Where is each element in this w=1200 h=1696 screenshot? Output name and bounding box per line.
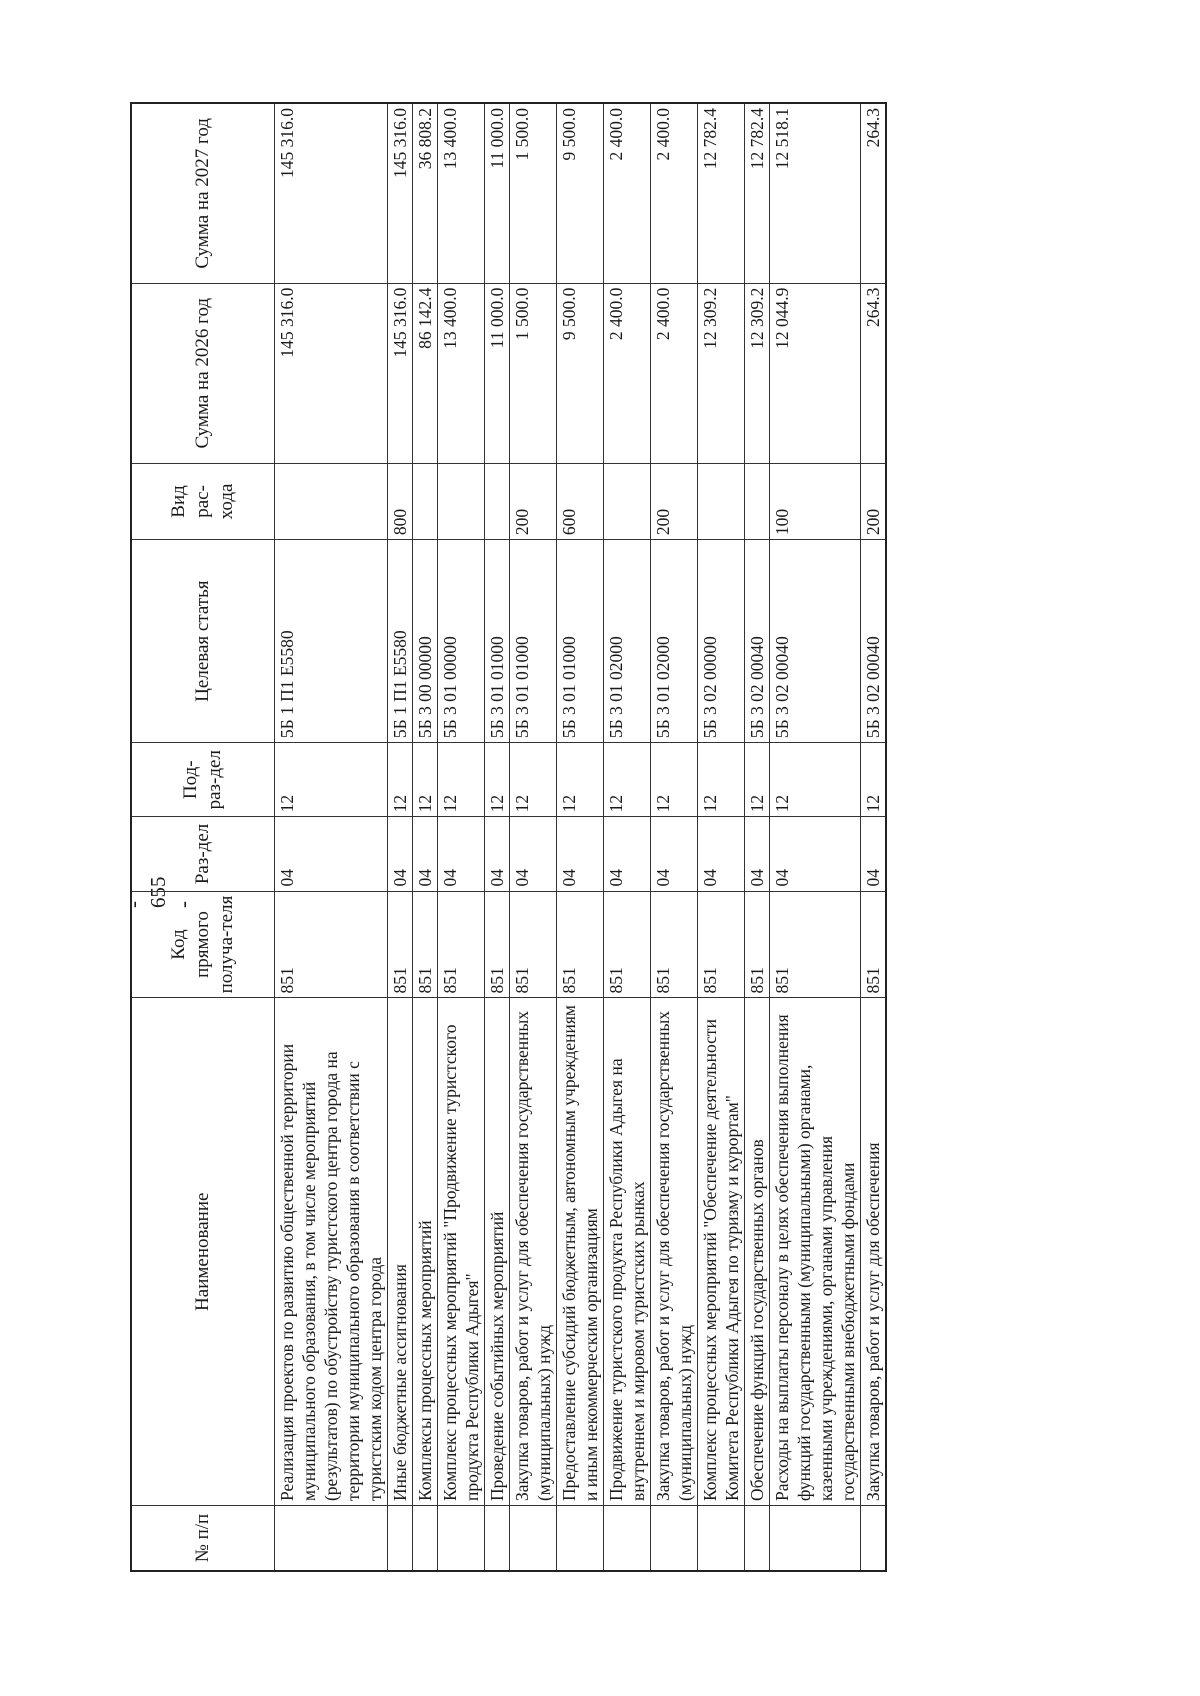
cell-exp-type: [485, 463, 510, 539]
cell-section: 04: [485, 817, 510, 891]
table-body: [275, 103, 887, 1571]
header-target: Целевая статья: [131, 540, 275, 743]
cell-num: [485, 1506, 510, 1571]
cell-section: 04: [745, 817, 770, 891]
cell-target: 5Б 3 01 01000: [485, 540, 510, 743]
cell-sum-2027: 11 000.0: [485, 103, 510, 283]
cell-sum-2027: 2 400.0: [651, 103, 698, 283]
table-row: [557, 103, 604, 1571]
cell-section: 04: [861, 817, 887, 891]
table-row: [275, 103, 388, 1571]
cell-sum-2027: 2 400.0: [604, 103, 651, 283]
cell-subsection: 12: [388, 743, 413, 817]
cell-target: 5Б 3 00 00000: [413, 540, 438, 743]
cell-sum-2026: 12 044.9: [770, 283, 861, 463]
cell-subsection: 12: [510, 743, 557, 817]
cell-target: 5Б 1 П1 Е5580: [275, 540, 388, 743]
cell-subsection: 12: [651, 743, 698, 817]
cell-sum-2026: 264.3: [861, 283, 887, 463]
cell-target: 5Б 3 02 00000: [698, 540, 745, 743]
cell-name: Закупка товаров, работ и услуг для обеспечения государственных (муниципальных) нужд: [510, 998, 557, 1506]
page-number: - 655 -: [120, 876, 195, 908]
cell-num: [557, 1506, 604, 1571]
table-row: [413, 103, 438, 1571]
cell-sum-2026: 86 142.4: [413, 283, 438, 463]
table-row: [485, 103, 510, 1571]
cell-sum-2027: 36 808.2: [413, 103, 438, 283]
cell-num: [413, 1506, 438, 1571]
cell-sum-2027: 12 782.4: [745, 103, 770, 283]
cell-num: [770, 1506, 861, 1571]
cell-num: [745, 1506, 770, 1571]
table-row: [510, 103, 557, 1571]
table-row: [861, 103, 887, 1571]
cell-recipient: 851: [745, 891, 770, 998]
cell-name: Комплекс процессных мероприятий "Обеспечение деятельности Комитета Республики Адыгея по туризму и курортам": [698, 998, 745, 1506]
cell-name: Предоставление субсидий бюджетным, автономным учреждениям и иным некоммерческим организациям: [557, 998, 604, 1506]
cell-sum-2027: 13 400.0: [438, 103, 485, 283]
cell-recipient: 851: [557, 891, 604, 998]
cell-target: 5Б 3 01 02000: [651, 540, 698, 743]
cell-exp-type: [604, 463, 651, 539]
cell-section: 04: [651, 817, 698, 891]
cell-target: 5Б 3 02 00040: [745, 540, 770, 743]
cell-exp-type: [438, 463, 485, 539]
rotated-table-container: [130, 102, 1080, 1572]
table-header-row: [131, 103, 275, 1571]
cell-section: 04: [604, 817, 651, 891]
header-sum-2026: Сумма на 2026 год: [131, 283, 275, 463]
cell-sum-2026: 2 400.0: [651, 283, 698, 463]
cell-sum-2027: 145 316.0: [388, 103, 413, 283]
cell-name: Иные бюджетные ассигнования: [388, 998, 413, 1506]
cell-recipient: 851: [604, 891, 651, 998]
cell-section: 04: [510, 817, 557, 891]
cell-section: 04: [413, 817, 438, 891]
cell-target: 5Б 3 01 01000: [510, 540, 557, 743]
cell-recipient: 851: [651, 891, 698, 998]
cell-recipient: 851: [698, 891, 745, 998]
cell-exp-type: [275, 463, 388, 539]
cell-exp-type: [745, 463, 770, 539]
cell-sum-2026: 1 500.0: [510, 283, 557, 463]
table-row: [651, 103, 698, 1571]
cell-subsection: 12: [604, 743, 651, 817]
cell-num: [510, 1506, 557, 1571]
cell-target: 5Б 3 01 00000: [438, 540, 485, 743]
cell-name: Комплекс процессных мероприятий "Продвижение туристского продукта Республики Адыгея": [438, 998, 485, 1506]
table-row: [745, 103, 770, 1571]
cell-name: Комплексы процессных мероприятий: [413, 998, 438, 1506]
cell-target: 5Б 3 02 00040: [861, 540, 887, 743]
table-row: [388, 103, 413, 1571]
cell-sum-2027: 12 782.4: [698, 103, 745, 283]
cell-recipient: 851: [438, 891, 485, 998]
cell-section: 04: [275, 817, 388, 891]
cell-name: Закупка товаров, работ и услуг для обеспечения: [861, 998, 887, 1506]
cell-subsection: 12: [770, 743, 861, 817]
cell-exp-type: 100: [770, 463, 861, 539]
cell-exp-type: 600: [557, 463, 604, 539]
cell-sum-2026: 145 316.0: [275, 283, 388, 463]
cell-name: Закупка товаров, работ и услуг для обеспечения государственных (муниципальных) нужд: [651, 998, 698, 1506]
cell-sum-2026: 12 309.2: [745, 283, 770, 463]
header-subsection: Под-раз-дел: [131, 743, 275, 817]
cell-sum-2026: 13 400.0: [438, 283, 485, 463]
table-row: [604, 103, 651, 1571]
cell-exp-type: 200: [651, 463, 698, 539]
cell-subsection: 12: [485, 743, 510, 817]
cell-sum-2026: 145 316.0: [388, 283, 413, 463]
table-row: [698, 103, 745, 1571]
cell-sum-2026: 11 000.0: [485, 283, 510, 463]
cell-name: Продвижение туристского продукта Республики Адыгея на внутреннем и мировом туристских рынках: [604, 998, 651, 1506]
header-sum-2027: Сумма на 2027 год: [131, 103, 275, 283]
header-exp-type: Вид рас-хода: [131, 463, 275, 539]
cell-exp-type: 200: [510, 463, 557, 539]
header-name: Наименование: [131, 998, 275, 1506]
cell-recipient: 851: [485, 891, 510, 998]
cell-sum-2026: 9 500.0: [557, 283, 604, 463]
header-section: Раз-дел: [131, 817, 275, 891]
cell-name: Реализация проектов по развитию общественной территории муниципального образования, в том числе мероприятий (результатов) по обустройству туристского центра города на территории муниципального образования в соответствии с туристским кодом центра города: [275, 998, 388, 1506]
table-row: [770, 103, 861, 1571]
cell-sum-2027: 264.3: [861, 103, 887, 283]
cell-recipient: 851: [388, 891, 413, 998]
cell-name: Проведение событийных мероприятий: [485, 998, 510, 1506]
cell-recipient: 851: [861, 891, 887, 998]
cell-sum-2027: 145 316.0: [275, 103, 388, 283]
cell-num: [438, 1506, 485, 1571]
cell-sum-2027: 9 500.0: [557, 103, 604, 283]
cell-section: 04: [698, 817, 745, 891]
cell-subsection: 12: [861, 743, 887, 817]
cell-num: [651, 1506, 698, 1571]
cell-name: Обеспечение функций государственных органов: [745, 998, 770, 1506]
cell-exp-type: [698, 463, 745, 539]
cell-sum-2026: 12 309.2: [698, 283, 745, 463]
cell-num: [388, 1506, 413, 1571]
cell-section: 04: [438, 817, 485, 891]
cell-exp-type: 200: [861, 463, 887, 539]
cell-name: Расходы на выплаты персоналу в целях обеспечения выполнения функций государственными (муниципальными) органами, казенными учреждениями, органами управления государственными внебюджетными фондами: [770, 998, 861, 1506]
cell-num: [698, 1506, 745, 1571]
cell-recipient: 851: [413, 891, 438, 998]
header-recipient: Код прямого получа-теля: [131, 891, 275, 998]
cell-subsection: 12: [438, 743, 485, 817]
cell-section: 04: [770, 817, 861, 891]
budget-table: [130, 102, 887, 1572]
cell-sum-2027: 1 500.0: [510, 103, 557, 283]
cell-exp-type: [413, 463, 438, 539]
cell-num: [604, 1506, 651, 1571]
cell-recipient: 851: [510, 891, 557, 998]
header-num: № п/п: [131, 1506, 275, 1571]
table-row: [438, 103, 485, 1571]
cell-sum-2026: 2 400.0: [604, 283, 651, 463]
cell-subsection: 12: [745, 743, 770, 817]
cell-target: 5Б 3 01 02000: [604, 540, 651, 743]
cell-subsection: 12: [413, 743, 438, 817]
cell-target: 5Б 3 01 01000: [557, 540, 604, 743]
cell-target: 5Б 1 П1 Е5580: [388, 540, 413, 743]
cell-recipient: 851: [275, 891, 388, 998]
cell-section: 04: [557, 817, 604, 891]
cell-subsection: 12: [698, 743, 745, 817]
cell-num: [275, 1506, 388, 1571]
cell-target: 5Б 3 02 00040: [770, 540, 861, 743]
cell-exp-type: 800: [388, 463, 413, 539]
cell-subsection: 12: [275, 743, 388, 817]
cell-num: [861, 1506, 887, 1571]
cell-section: 04: [388, 817, 413, 891]
cell-sum-2027: 12 518.1: [770, 103, 861, 283]
cell-subsection: 12: [557, 743, 604, 817]
cell-recipient: 851: [770, 891, 861, 998]
